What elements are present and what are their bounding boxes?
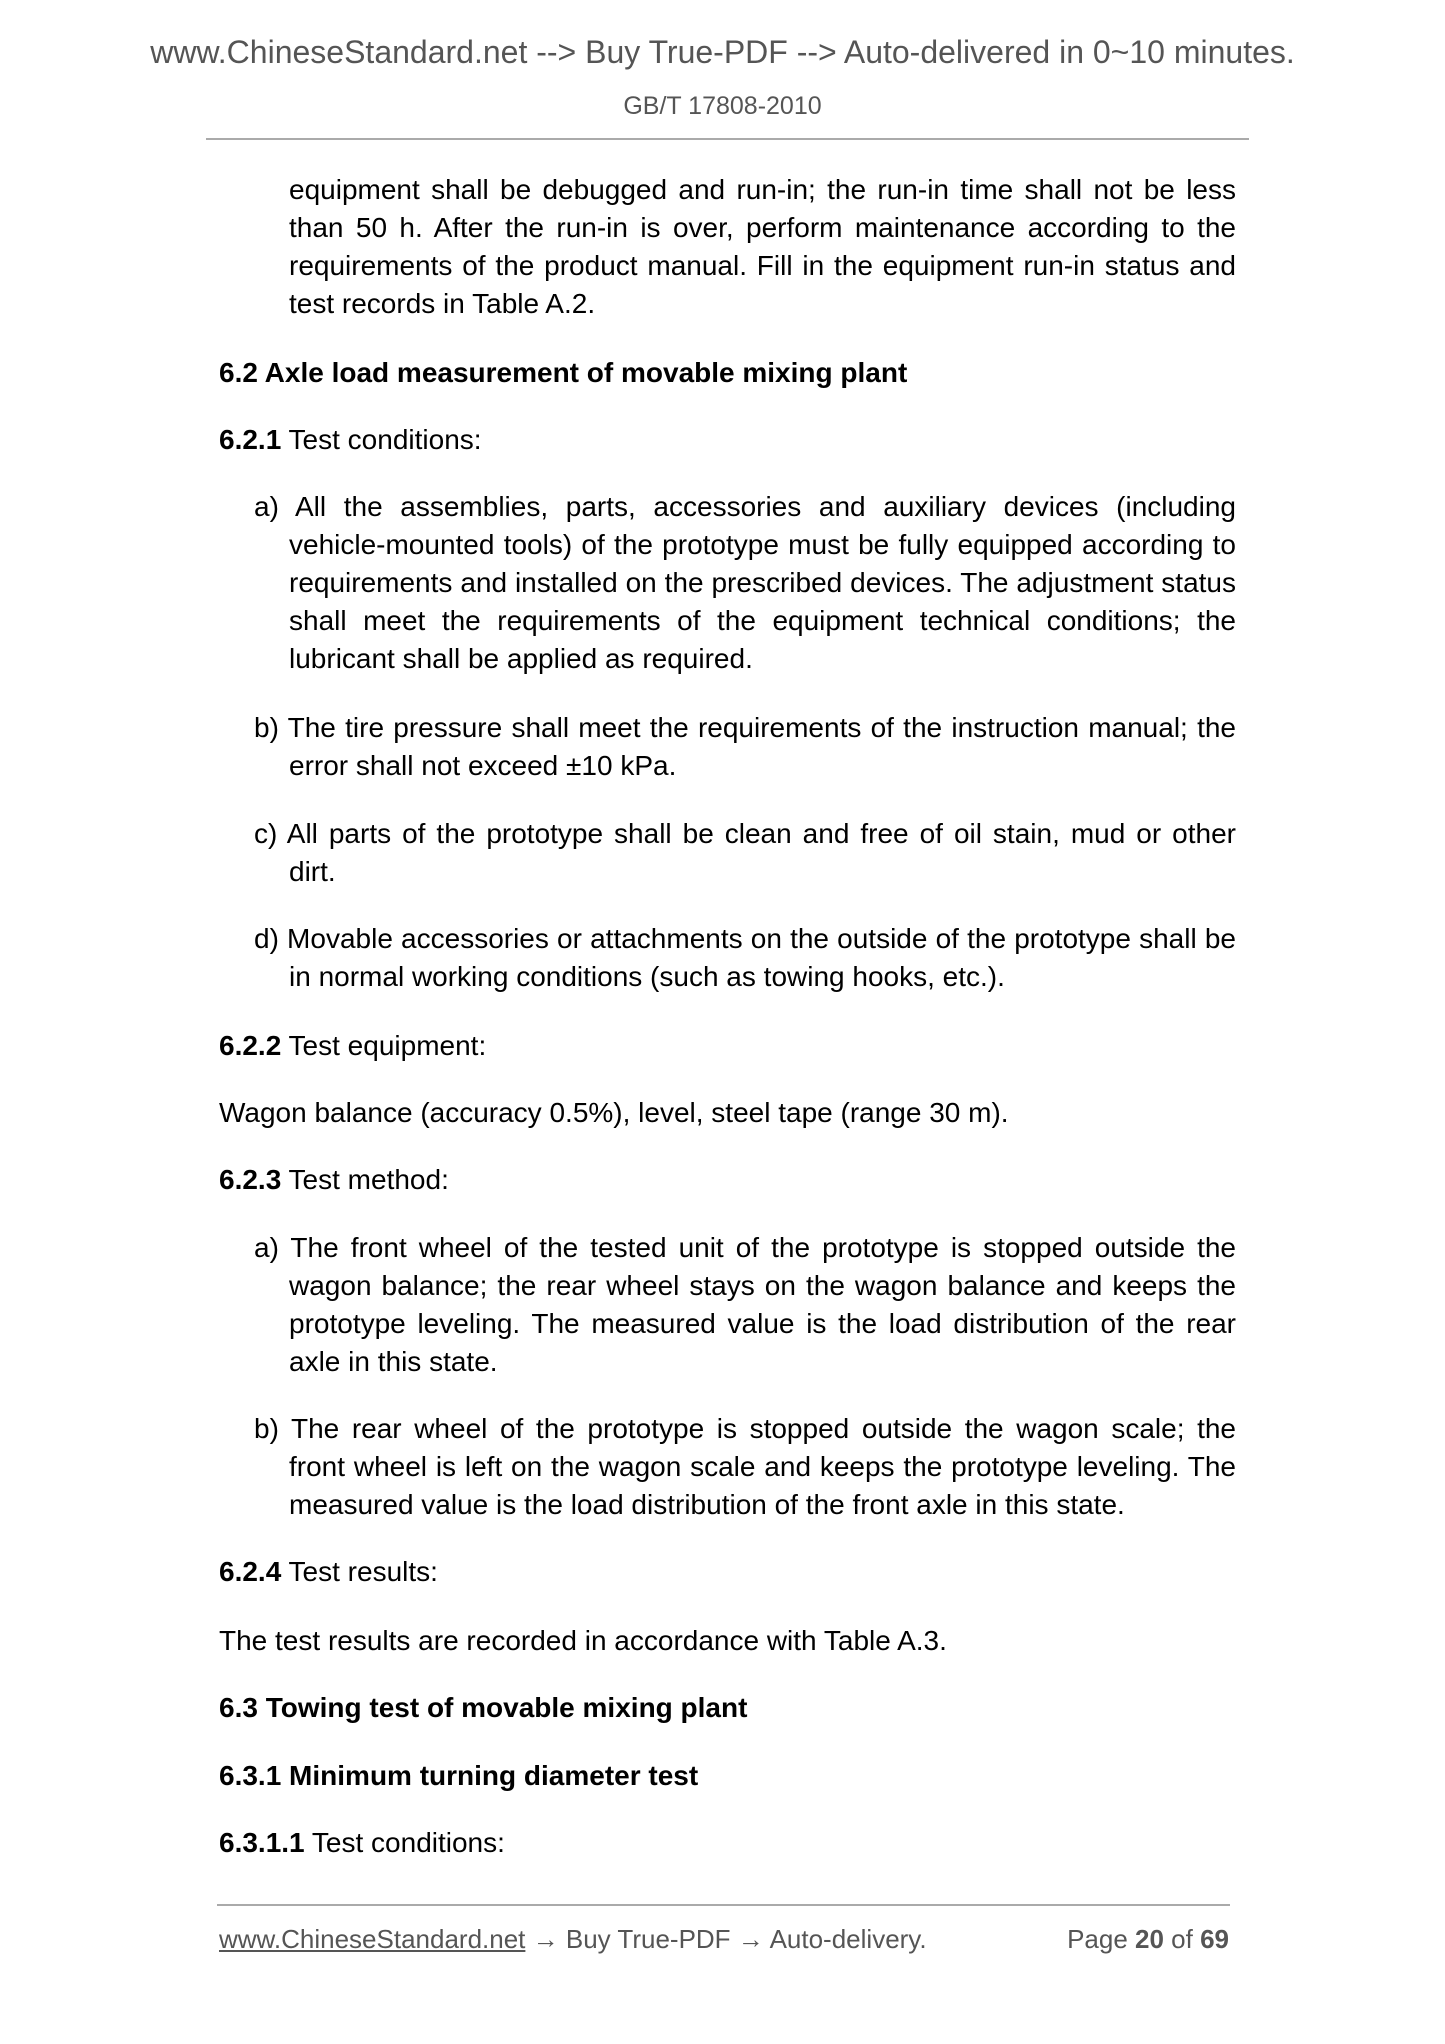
footer — [219, 1924, 1229, 1955]
list-item: c) All parts of the prototype shall be clean and free of oil stain, mud or other dirt. — [254, 818, 1236, 887]
list-item: a) All the assemblies, parts, accessories and auxiliary devices (including vehicle-mounted tools) of the prototype must be fully equipped according to requirements and installed on the prescribed devices. The adjustment status shall meet the requirements of the equipment technical conditions; the lubricant shall be applied as required. — [254, 491, 1236, 674]
heading-6-3: 6.3 Towing test of movable mixing plant — [219, 1692, 748, 1723]
paragraph-equipment: Wagon balance (accuracy 0.5%), level, steel tape (range 30 m). — [219, 1097, 1009, 1128]
standard-number: GB/T 17808-2010 — [623, 92, 822, 120]
section-number: 6.2.4 — [219, 1556, 282, 1587]
page-total: 69 — [1200, 1924, 1229, 1954]
page-number: 20 — [1135, 1924, 1164, 1954]
list-item: b) The rear wheel of the prototype is stopped outside the wagon scale; the front wheel is left on the wagon scale and keeps the prototype leveling. The measured value is the load distribution of the front axle in this state. — [254, 1413, 1236, 1520]
list-item: d) Movable accessories or attachments on the outside of the prototype shall be in normal working conditions (such as towing hooks, etc.). — [254, 923, 1236, 992]
footer-link[interactable]: www.ChineseStandard.net — [219, 1924, 526, 1954]
section-number: 6.2.2 — [219, 1030, 282, 1061]
page-indicator: Page 20 of 69 — [1067, 1924, 1229, 1954]
list-item: a) The front wheel of the tested unit of the prototype is stopped outside the wagon balance; the rear wheel stays on the wagon balance and keeps the prototype leveling. The measured value is the load distribution of the rear axle in this state. — [254, 1232, 1236, 1377]
heading-6-2: 6.2 Axle load measurement of movable mixing plant — [219, 357, 908, 388]
section-title: Test equipment: — [281, 1030, 487, 1061]
list-item: b) The tire pressure shall meet the requirements of the instruction manual; the error shall not exceed ±10 kPa. — [254, 712, 1236, 781]
subsection-6-2-1 — [219, 421, 1236, 459]
section-title: Test results: — [281, 1556, 438, 1587]
header-banner: www.ChineseStandard.net --> Buy True-PDF --> Auto-delivered in 0~10 minutes. — [150, 34, 1295, 70]
section-title: Test method: — [281, 1164, 449, 1195]
subsection-6-2-3 — [219, 1161, 1236, 1199]
paragraph-intro: equipment shall be debugged and run-in; the run-in time shall not be less than 50 h. After the run-in is over, perform maintenance according to the requirements of the product manual. Fill in the equipment run-in status and test records in Table A.2. — [289, 174, 1236, 319]
section-title: Test conditions: — [281, 424, 482, 455]
section-number: 6.3.1.1 — [219, 1827, 305, 1858]
subsection-6-2-4 — [219, 1553, 1236, 1591]
subsection-6-3-1-1 — [219, 1824, 1236, 1862]
footer-divider — [217, 1904, 1230, 1906]
heading-6-3-1: 6.3.1 Minimum turning diameter test — [219, 1760, 699, 1791]
footer-text: → Buy True-PDF → Auto-delivery. — [525, 1924, 927, 1954]
section-number: 6.2.1 — [219, 424, 282, 455]
subsection-6-2-2 — [219, 1027, 1236, 1065]
section-title: Test conditions: — [304, 1827, 505, 1858]
section-number: 6.2.3 — [219, 1164, 282, 1195]
header-divider — [206, 138, 1249, 140]
paragraph-results: The test results are recorded in accordance with Table A.3. — [219, 1625, 947, 1656]
